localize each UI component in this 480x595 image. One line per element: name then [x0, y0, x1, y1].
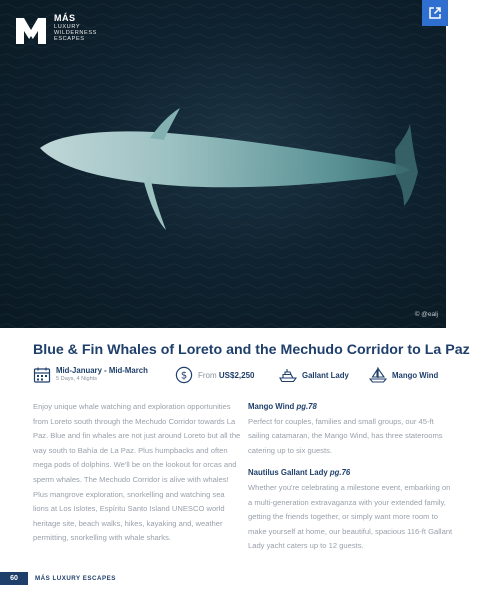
vessel-mango-wind [369, 364, 438, 386]
brand-logo [14, 14, 97, 48]
footer-label: MÁS LUXURY ESCAPES [35, 575, 116, 582]
page-number: 60 [0, 572, 28, 585]
description-text: Enjoy unique whale watching and exploration opportunities from Loreto south through the Mechudo Corridor towards La Paz. Blue and fin whales are not just around Loreto but all the way south to Bahía de La Paz. Plus humpbacks and often mega pods of dolphins. We'll be on the lookout for orcas and sperm whales. The Mechudo Corridor is alive with whales! Plus mangrove exploration, snorkelling and watching sea lions at Los Islotes, Espíritu Santo Island UNESCO world heritage site, beach walks, hikes, kayaking and, weather permitting, snorkelling with whale sharks. [33, 402, 241, 543]
dollar-icon [175, 366, 193, 384]
brand-tagline-3: ESCAPES [54, 36, 85, 43]
trip-dates-label: Mid-January - Mid-March [56, 366, 148, 376]
price-value: US$2,250 [218, 370, 255, 380]
external-link-button[interactable] [422, 0, 448, 26]
vessel-heading-name: Nautilus Gallant Lady [248, 468, 328, 478]
vessel-heading-gallant-lady [248, 466, 453, 481]
brand-tagline-1: LUXURY [54, 23, 81, 30]
trip-dates [33, 364, 148, 386]
trip-description [33, 400, 241, 546]
vessel-heading-name: Mango Wind [248, 402, 295, 411]
vessel-2-name: Mango Wind [392, 370, 439, 380]
vessel-text-mango-wind: Perfect for couples, families and small groups, our 45-ft sailing catamaran, the Mango Wind, has three staterooms catering up to six guests. [248, 416, 443, 455]
vessel-page-link[interactable]: pg.78 [296, 402, 317, 411]
external-link-icon [428, 6, 442, 20]
vessel-gallant-lady [279, 364, 349, 386]
trip-price [175, 364, 255, 386]
yacht-icon [279, 366, 297, 384]
svg-text:$: $ [180, 370, 188, 382]
vessel-heading-mango-wind [248, 400, 453, 415]
page-footer [0, 572, 116, 585]
photo-credit: © @ealj [414, 311, 438, 318]
brand-tagline-2: WILDERNESS [54, 30, 97, 37]
vessel-text-gallant-lady: Whether you're celebrating a milestone event, embarking on a multi-generation extravaganza with your extended family, getting the friends together, or simply want more room to make yourself at home, our beautiful, spacious 116-ft Gallant Lady yacht caters up to 12 guests. [248, 482, 453, 551]
trip-duration: 5 Days, 4 Nights [56, 376, 98, 383]
page-title: Blue & Fin Whales of Loreto and the Mechudo Corridor to La Paz [33, 342, 470, 358]
vessel-page-link[interactable]: pg.76 [329, 468, 351, 478]
mountain-logo-icon [14, 14, 48, 48]
vessel-1-name: Gallant Lady [302, 370, 349, 380]
vessel-details [248, 400, 453, 554]
sailboat-icon [369, 366, 387, 384]
brand-name: MÁS [54, 13, 76, 23]
trip-meta [33, 364, 453, 388]
calendar-icon [33, 366, 51, 384]
price-prefix: From [198, 370, 217, 380]
